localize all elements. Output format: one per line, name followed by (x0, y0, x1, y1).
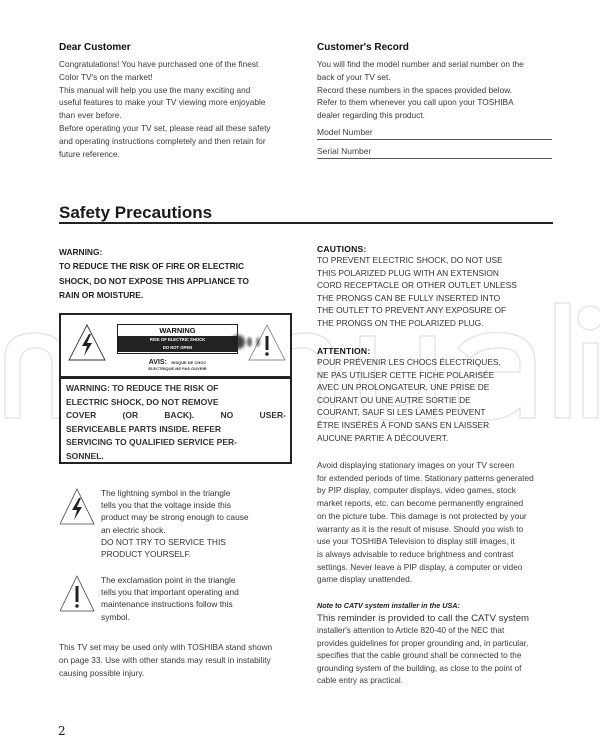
text-line: CORD RECEPTACLE OR OTHER OUTLET UNLESS (317, 280, 517, 291)
text-line: game display unattended. (317, 574, 413, 585)
text-line: COURANT OU UNE AUTRE SORTIE DE (317, 394, 471, 405)
page-number: 2 (58, 724, 66, 738)
word: COVER (66, 410, 97, 421)
paragraph-line: Before operating your TV set, please read all these safety (59, 122, 271, 133)
text-line: on the picture tube. This damage is not protected by your (317, 510, 527, 521)
text-line: an electric shock. (101, 524, 166, 535)
text-line: product may be strong enough to cause (101, 512, 249, 523)
word: NO (220, 410, 234, 421)
text-line: grounding system of the building, as close to the point of (317, 663, 522, 673)
paragraph-line: Refer to them whenever you call upon your TOSHIBA (317, 97, 514, 108)
attention-heading: ATTENTION: (317, 346, 371, 356)
customers-record-section (317, 42, 557, 122)
paragraph-line: future reference. (59, 148, 120, 159)
text-line: tells you that important operating and (101, 587, 239, 598)
exclamation-explanation (101, 574, 301, 623)
section-title: Safety Precautions (59, 203, 553, 224)
exclamation-triangle-icon (247, 323, 287, 363)
serial-number-label: Serial Number (317, 146, 372, 156)
paragraph-line: Color TV's on the market! (59, 71, 153, 82)
avis-block (117, 357, 238, 372)
text-line: market reports, etc. can become permanently engrained (317, 498, 524, 509)
label-text-line: SERVICEABLE PARTS INSIDE. REFER (66, 423, 222, 434)
text-line: provides guidelines for proper grounding and, in particular, (317, 638, 529, 648)
warning-label-black-band (118, 336, 237, 352)
word: BACK). (164, 410, 195, 421)
text-line: cable entry as practical. (317, 676, 404, 686)
word: USER- (259, 410, 286, 421)
exclamation-symbol-icon (60, 575, 100, 613)
text-line: for extended periods of time. Stationary patterns generated (317, 472, 534, 483)
model-number-field (317, 127, 552, 140)
avis-label: AVIS: (148, 359, 167, 366)
paragraph-line: You will find the model number and serial number on the (317, 59, 524, 69)
label-text-line: SONNEL. (66, 450, 104, 461)
text-line: installer's attention to Article 820-40 of the NEC that (317, 626, 505, 635)
text-line: use your TOSHIBA Television to display still images, it (317, 536, 515, 547)
paragraph-line: Congratulations! You have purchased one of the finest (59, 59, 259, 69)
lightning-symbol-icon (60, 488, 100, 526)
text-line: AVEC UN PROLONGATEUR, UNE PRISE DE (317, 382, 490, 393)
smudge (247, 337, 252, 347)
stand-note (59, 641, 304, 679)
model-number-label: Model Number (317, 127, 373, 137)
paragraph-line: than ever before. (59, 110, 122, 121)
warning-line: RAIN OR MOISTURE. (59, 289, 144, 300)
text-line: THE OUTLET TO PREVENT ANY EXPOSURE OF (317, 305, 507, 316)
text-line: tells you that the voltage inside this (101, 500, 231, 511)
smudge (256, 337, 260, 347)
avis-line2: ELECTRIQUE-NE PAS OUVRIR (148, 366, 207, 371)
dear-customer-heading: Dear Customer (59, 42, 131, 53)
warning-label-header (61, 315, 290, 379)
text-line: warranty as it is the result of misuse. Should you wish to (317, 523, 524, 534)
text-line: The lightning symbol in the triangle (101, 488, 231, 498)
warning-label (117, 324, 238, 354)
text-line: TO PREVENT ELECTRIC SHOCK, DO NOT USE (317, 255, 503, 265)
text-line: Avoid displaying stationary images on your TV screen (317, 460, 515, 470)
warning-line: SHOCK, DO NOT EXPOSE THIS APPLIANCE TO (59, 275, 249, 286)
text-line: POUR PRÉVENIR LES CHOCS ÉLECTRIQUES, (317, 357, 501, 367)
catv-note-heading: Note to CATV system installer in the USA: (317, 601, 460, 610)
dear-customer-section (59, 42, 299, 160)
catv-note-section (317, 600, 562, 688)
label-text-line: ELECTRIC SHOCK, DO NOT REMOVE (66, 396, 219, 407)
paragraph-line: back of your TV set. (317, 71, 391, 82)
text-line: COURANT, SAUF SI LES LAMES PEUVENT (317, 407, 486, 418)
lightning-explanation (101, 487, 301, 560)
text-line: DO NOT TRY TO SERVICE THIS (101, 536, 226, 547)
text-line: causing possible injury. (59, 667, 145, 678)
stationary-images-paragraph (317, 459, 557, 586)
warning-label-text (66, 382, 286, 464)
avis-line1: RISQUE DE CHOC (171, 360, 207, 365)
cautions-heading: CAUTIONS: (317, 244, 367, 254)
paragraph-line: useful features to make your TV viewing more enjoyable (59, 97, 266, 108)
lightning-triangle-icon (67, 323, 107, 363)
word: (OR (122, 410, 139, 421)
text-line: maintenance instructions follow this (101, 599, 233, 610)
text-line: THIS POLARIZED PLUG WITH AN EXTENSION (317, 267, 499, 278)
text-line: AUCUNE PARTIE À DÉCOUVERT. (317, 432, 449, 443)
text-line: specifies that the cable ground shall be connected to the (317, 651, 522, 661)
warning-block (59, 245, 299, 302)
paragraph-line: and operating instructions completely and then retain for (59, 135, 266, 146)
text-line: The exclamation point in the triangle (101, 575, 236, 585)
text-line: ÊTRE INSÉRÉS À FOND SANS EN LAISSER (317, 419, 490, 430)
text-line: THE PRONGS ON THE POLARIZED PLUG. (317, 317, 484, 328)
serial-number-field (317, 146, 552, 159)
paragraph-line: dealer regarding this product. (317, 110, 425, 121)
text-line: is always advisable to reduce brightness and contrast (317, 548, 514, 559)
text-line: on page 33. Use with other stands may result in instability (59, 654, 271, 665)
warning-heading: WARNING: (59, 247, 103, 257)
warning-label-box (59, 313, 292, 464)
warning-label-title: WARNING (159, 326, 196, 335)
risk-of-shock-text: RISK OF ELECTRIC SHOCK (149, 337, 206, 342)
cautions-section (317, 244, 557, 330)
attention-section (317, 346, 557, 444)
text-line: symbol. (101, 611, 130, 622)
paragraph-line: Record these numbers in the spaces provided below. (317, 84, 513, 95)
text-line: NE PAS UTILISER CETTE FICHE POLARISÉE (317, 369, 495, 380)
warning-line: TO REDUCE THE RISK OF FIRE OR ELECTRIC (59, 261, 245, 272)
customers-record-heading: Customer's Record (317, 42, 409, 53)
smudge (231, 335, 245, 349)
text-line: by PIP display, computer displays, video games, stock (317, 485, 516, 496)
text-line: settings. Never leave a PIP display, a computer or video (317, 561, 523, 572)
label-text-line: SERVICING TO QUALIFIED SERVICE PER- (66, 437, 237, 448)
label-text-line: WARNING: TO REDUCE THE RISK OF (66, 383, 219, 393)
text-line: THE PRONGS CAN BE FULLY INSERTED INTO (317, 292, 501, 303)
text-line: This TV set may be used only with TOSHIBA stand shown (59, 642, 273, 652)
catv-note-first-line: This reminder is provided to call the CATV system (317, 613, 530, 624)
paragraph-line: This manual will help you use the many exciting and (59, 84, 251, 95)
label-text-justified-line (66, 409, 286, 423)
do-not-open-text: DO NOT OPEN (162, 344, 193, 350)
text-line: PRODUCT YOURSELF. (101, 549, 191, 560)
